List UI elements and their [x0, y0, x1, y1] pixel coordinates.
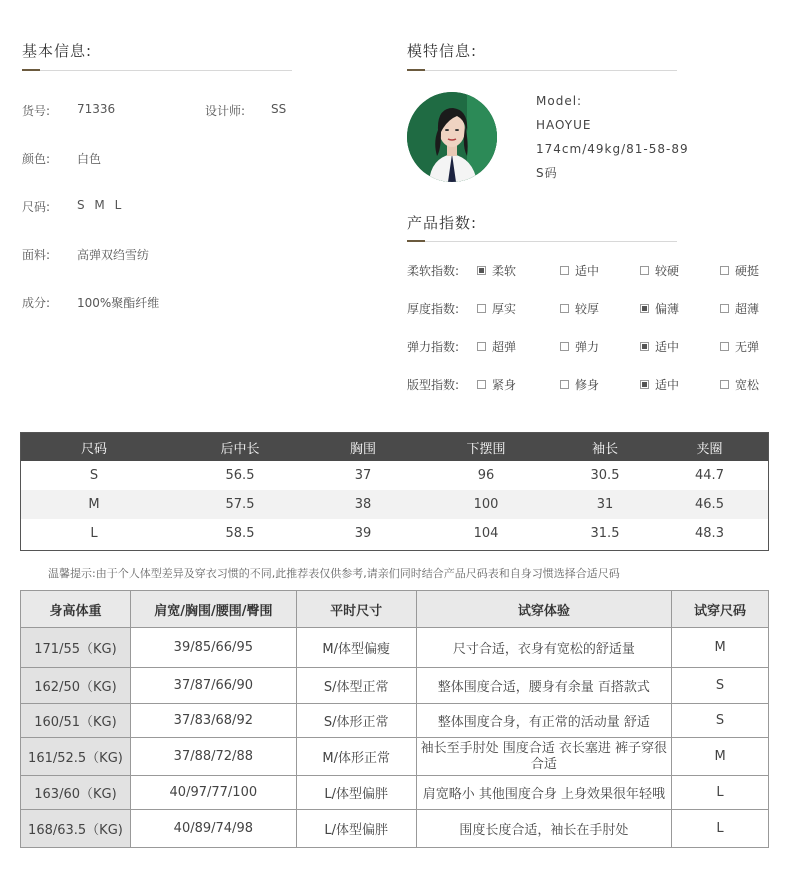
- checkbox-empty-icon[interactable]: [720, 380, 729, 389]
- try-on-cell: M: [672, 628, 769, 668]
- item-no-value: 71336: [77, 102, 116, 116]
- checkbox-empty-icon[interactable]: [720, 304, 729, 313]
- checkbox-checked-icon[interactable]: [640, 304, 649, 313]
- try-on-table: [20, 590, 769, 848]
- size-table-cell: 30.5: [590, 468, 620, 483]
- checkbox-empty-icon[interactable]: [560, 266, 569, 275]
- basic-info-title: 基本信息:: [22, 42, 93, 60]
- try-on-cell: L: [672, 776, 769, 810]
- checkbox-empty-icon[interactable]: [560, 380, 569, 389]
- size-table-cell: 37: [354, 468, 372, 483]
- index-option[interactable]: [640, 300, 679, 317]
- try-on-header-row: [21, 591, 769, 628]
- basic-info-accent: [22, 69, 40, 71]
- try-on-cell: 整体围度合适，腰身有余量 百搭款式: [416, 668, 672, 704]
- try-on-cell: 37/87/66/90: [130, 668, 296, 704]
- index-option-label: 较厚: [575, 302, 600, 316]
- try-on-row: [21, 776, 769, 810]
- model-photo: [407, 92, 497, 182]
- try-on-cell: 160/51（KG): [21, 704, 131, 738]
- try-on-cell: 40/97/77/100: [130, 776, 296, 810]
- size-table-header-cell: 尺码: [80, 441, 107, 457]
- size-table-cell: 31.5: [590, 526, 620, 541]
- try-on-cell: S: [672, 704, 769, 738]
- size-table-cell: 104: [473, 526, 499, 541]
- try-on-cell: 37/88/72/88: [130, 738, 296, 776]
- size-table-cell: 58.5: [225, 526, 255, 541]
- index-option-label: 厚实: [492, 302, 517, 316]
- checkbox-empty-icon[interactable]: [720, 266, 729, 275]
- index-option[interactable]: [640, 338, 679, 355]
- try-on-cell: M: [672, 738, 769, 776]
- model-measurements: 174cm/49kg/81-58-89: [536, 142, 689, 156]
- index-row-label: 版型指数:: [407, 378, 460, 392]
- index-row-label: 柔软指数:: [407, 264, 460, 278]
- try-on-header-cell: 试穿体验: [416, 591, 672, 628]
- try-on-cell: L/体型偏胖: [296, 810, 416, 848]
- try-on-cell: M/体形正常: [296, 738, 416, 776]
- checkbox-empty-icon[interactable]: [477, 380, 486, 389]
- product-index-title: 产品指数:: [407, 214, 478, 232]
- basic-info-divider: [22, 70, 292, 71]
- size-table-cell: 31: [596, 497, 614, 512]
- index-option-label: 弹力: [575, 340, 600, 354]
- try-on-cell: 162/50（KG): [21, 668, 131, 704]
- size-table-cell: 96: [477, 468, 495, 483]
- size-table-cell: 100: [473, 497, 499, 512]
- size-table-row: [21, 519, 768, 548]
- index-option-label: 超弹: [492, 340, 517, 354]
- index-option[interactable]: [560, 376, 599, 393]
- checkbox-empty-icon[interactable]: [477, 342, 486, 351]
- index-option[interactable]: [640, 262, 679, 279]
- checkbox-empty-icon[interactable]: [477, 304, 486, 313]
- index-option[interactable]: [720, 376, 759, 393]
- try-on-cell: 163/60（KG): [21, 776, 131, 810]
- try-on-row: [21, 668, 769, 704]
- try-on-cell: 袖长至手肘处 围度合适 衣长塞进 裤子穿很合适: [416, 738, 672, 776]
- size-table-cell: 46.5: [695, 497, 724, 512]
- try-on-cell: 161/52.5（KG): [21, 738, 131, 776]
- try-on-cell: 39/85/66/95: [130, 628, 296, 668]
- try-on-cell: 尺寸合适，衣身有宽松的舒适量: [416, 628, 672, 668]
- checkbox-empty-icon[interactable]: [640, 266, 649, 275]
- try-on-cell: 40/89/74/98: [130, 810, 296, 848]
- designer-label: 设计师:: [205, 104, 246, 118]
- size-table-row: [21, 461, 768, 490]
- index-option[interactable]: [477, 338, 516, 355]
- try-on-cell: 肩宽略小 其他围度合身 上身效果很年轻哦: [416, 776, 672, 810]
- product-index-divider: [407, 241, 677, 242]
- try-on-cell: L: [672, 810, 769, 848]
- index-option-label: 宽松: [735, 378, 760, 392]
- try-on-cell: 168/63.5（KG): [21, 810, 131, 848]
- designer-value: SS: [271, 102, 287, 116]
- fabric-label: 面料:: [22, 248, 51, 262]
- try-on-header-cell: 身高体重: [21, 591, 131, 628]
- size-table: [20, 432, 769, 551]
- try-on-header-cell: 肩宽/胸围/腰围/臀围: [130, 591, 296, 628]
- size-value: S M L: [77, 198, 125, 212]
- size-table-cell: 56.5: [225, 468, 255, 483]
- color-value: 白色: [77, 152, 102, 166]
- composition-value: 100%聚酯纤维: [77, 296, 160, 310]
- model-name: HAOYUE: [536, 118, 592, 132]
- try-on-cell: 37/83/68/92: [130, 704, 296, 738]
- try-on-cell: S/体型正常: [296, 668, 416, 704]
- size-table-cell: L: [90, 526, 98, 541]
- index-option[interactable]: [720, 338, 759, 355]
- try-on-row: [21, 704, 769, 738]
- size-table-cell: S: [89, 468, 99, 483]
- try-on-row: [21, 738, 769, 776]
- index-option-label: 柔软: [492, 264, 517, 278]
- index-option-label: 适中: [655, 340, 680, 354]
- color-label: 颜色:: [22, 152, 51, 166]
- index-option-label: 修身: [575, 378, 600, 392]
- product-index-accent: [407, 240, 425, 242]
- size-table-header-cell: 下摆围: [466, 441, 506, 457]
- model-label: Model:: [536, 94, 583, 108]
- try-on-cell: S: [672, 668, 769, 704]
- size-table-cell: 44.7: [695, 468, 724, 483]
- model-size: S码: [536, 166, 558, 180]
- index-option[interactable]: [720, 300, 759, 317]
- model-info-title: 模特信息:: [407, 42, 478, 60]
- try-on-row: [21, 810, 769, 848]
- try-on-header-cell: 试穿尺码: [672, 591, 769, 628]
- index-option[interactable]: [477, 262, 516, 279]
- index-option-label: 紧身: [492, 378, 517, 392]
- size-table-cell: 48.3: [695, 526, 724, 541]
- index-option-label: 超薄: [735, 302, 760, 316]
- index-option-label: 无弹: [735, 340, 760, 354]
- try-on-cell: 围度长度合适，袖长在手肘处: [416, 810, 672, 848]
- item-no-label: 货号:: [22, 104, 51, 118]
- index-option[interactable]: [720, 262, 759, 279]
- index-option[interactable]: [560, 338, 599, 355]
- size-tip: 温馨提示:由于个人体型差异及穿衣习惯的不同,此推荐表仅供参考,请亲们同时结合产品尺码表和自身习惯选择合适尺码: [48, 567, 620, 580]
- index-option[interactable]: [560, 300, 599, 317]
- size-table-cell: 39: [354, 526, 372, 541]
- checkbox-checked-icon[interactable]: [640, 380, 649, 389]
- index-option-label: 较硬: [655, 264, 680, 278]
- index-option[interactable]: [477, 376, 516, 393]
- model-info-accent: [407, 69, 425, 71]
- size-table-cell: M: [88, 497, 100, 512]
- try-on-header-cell: 平时尺寸: [296, 591, 416, 628]
- index-row-label: 厚度指数:: [407, 302, 460, 316]
- model-info-divider: [407, 70, 677, 71]
- size-table-header-cell: 夹圈: [696, 441, 723, 457]
- checkbox-empty-icon[interactable]: [560, 342, 569, 351]
- size-label: 尺码:: [22, 200, 51, 214]
- try-on-cell: 171/55（KG): [21, 628, 131, 668]
- try-on-row: [21, 628, 769, 668]
- try-on-cell: L/体型偏胖: [296, 776, 416, 810]
- fabric-value: 高弹双绉雪纺: [77, 248, 150, 262]
- checkbox-checked-icon[interactable]: [477, 266, 486, 275]
- size-table-header-cell: 胸围: [349, 441, 376, 457]
- checkbox-empty-icon[interactable]: [560, 304, 569, 313]
- index-option-label: 硬挺: [735, 264, 760, 278]
- index-option-label: 偏薄: [655, 302, 680, 316]
- index-option[interactable]: [640, 376, 679, 393]
- index-row-label: 弹力指数:: [407, 340, 460, 354]
- size-table-row: [21, 490, 768, 519]
- index-option-label: 适中: [575, 264, 600, 278]
- composition-label: 成分:: [22, 296, 51, 310]
- size-table-cell: 57.5: [225, 497, 255, 512]
- try-on-cell: 整体围度合身，有正常的活动量 舒适: [416, 704, 672, 738]
- size-table-header: [21, 433, 768, 461]
- checkbox-checked-icon[interactable]: [640, 342, 649, 351]
- try-on-cell: M/体型偏瘦: [296, 628, 416, 668]
- checkbox-empty-icon[interactable]: [720, 342, 729, 351]
- size-table-cell: 38: [354, 497, 372, 512]
- index-option[interactable]: [477, 300, 516, 317]
- try-on-cell: S/体形正常: [296, 704, 416, 738]
- size-table-header-cell: 袖长: [591, 441, 618, 457]
- index-option-label: 适中: [655, 378, 680, 392]
- index-option[interactable]: [560, 262, 599, 279]
- size-table-header-cell: 后中长: [220, 441, 260, 457]
